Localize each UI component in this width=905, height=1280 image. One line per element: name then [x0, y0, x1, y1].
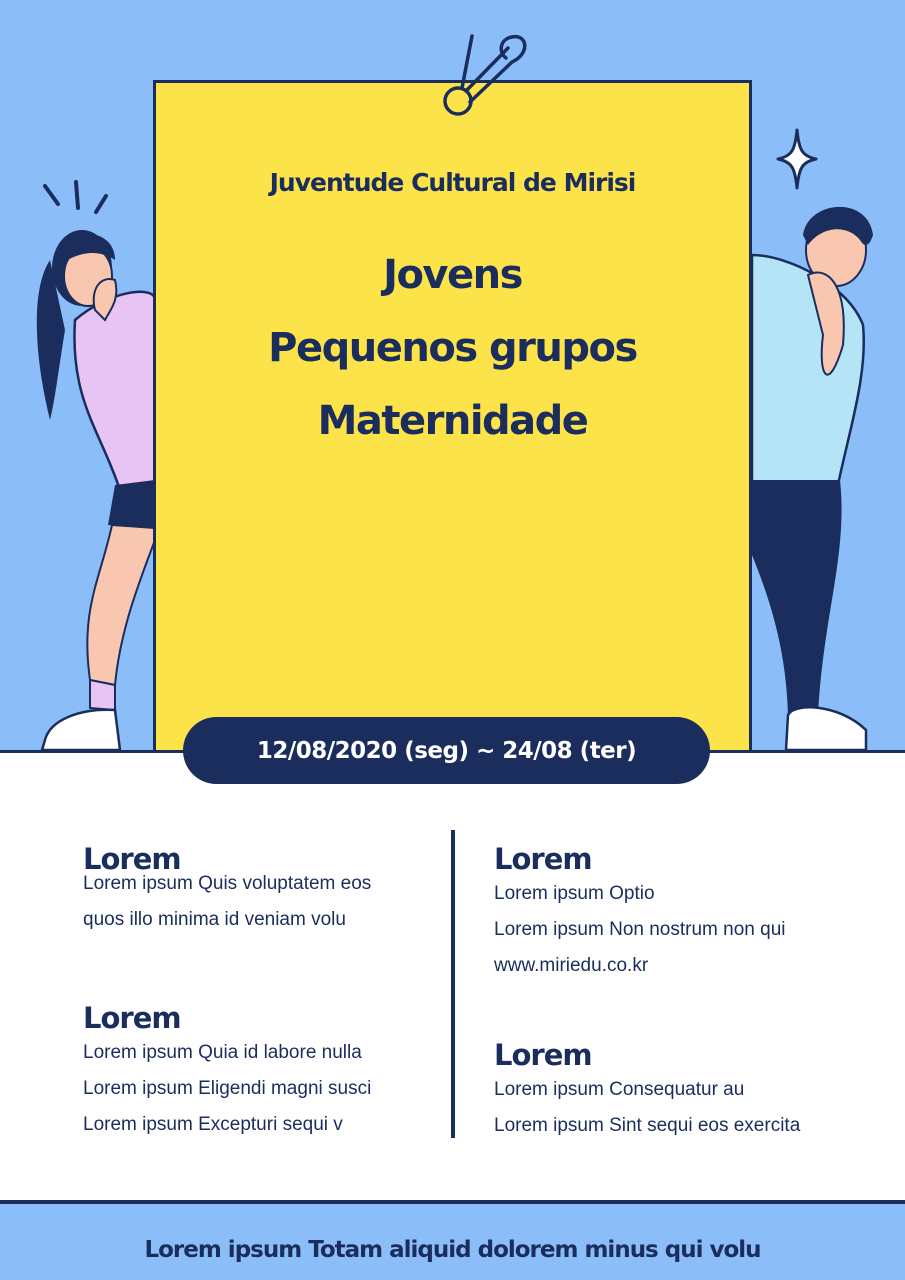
- girl-illustration: [20, 180, 160, 755]
- info-block: [494, 1038, 800, 1144]
- exclamation-lines-icon: [40, 178, 115, 218]
- info-block-line: Lorem ipsum Optio: [494, 883, 655, 904]
- info-block-line: Lorem ipsum Eligendi magni susci: [83, 1078, 372, 1099]
- footer-banner: [0, 1200, 905, 1280]
- info-block-line: Lorem ipsum Quis voluptatem eos: [83, 873, 372, 894]
- info-block: [494, 842, 785, 984]
- info-block-line: quos illo minima id veniam volu: [83, 909, 346, 930]
- info-block: [83, 842, 371, 938]
- info-block: [83, 1001, 371, 1143]
- date-badge: [183, 717, 710, 784]
- date-range: 12/08/2020 (seg) ~ 24/08 (ter): [256, 737, 637, 764]
- headline-3: Maternidade: [317, 398, 588, 444]
- safety-pin-icon: [440, 34, 535, 119]
- info-block-title: Lorem: [83, 1001, 181, 1035]
- info-block-line: Lorem ipsum Excepturi sequi v: [83, 1114, 343, 1135]
- info-block-title: Lorem: [494, 842, 592, 876]
- column-divider: [451, 830, 455, 1138]
- info-block-line: Lorem ipsum Sint sequi eos exercita: [494, 1115, 801, 1136]
- headline-1: Jovens: [383, 252, 522, 298]
- info-block-line: Lorem ipsum Consequatur au: [494, 1079, 745, 1100]
- headline-2: Pequenos grupos: [268, 325, 637, 371]
- info-block-line: Lorem ipsum Quia id labore nulla: [83, 1042, 362, 1063]
- info-block-title: Lorem: [494, 1038, 592, 1072]
- website-link[interactable]: www.miriedu.co.kr: [494, 955, 649, 976]
- info-block-title: Lorem: [83, 842, 181, 876]
- footer-text: Lorem ipsum Totam aliquid dolorem minus qui volu: [144, 1237, 761, 1263]
- boy-illustration: [748, 195, 888, 755]
- sparkle-icon: [776, 128, 818, 190]
- organization-name: Juventude Cultural de Mirisi: [269, 168, 636, 197]
- info-block-line: Lorem ipsum Non nostrum non qui: [494, 919, 786, 940]
